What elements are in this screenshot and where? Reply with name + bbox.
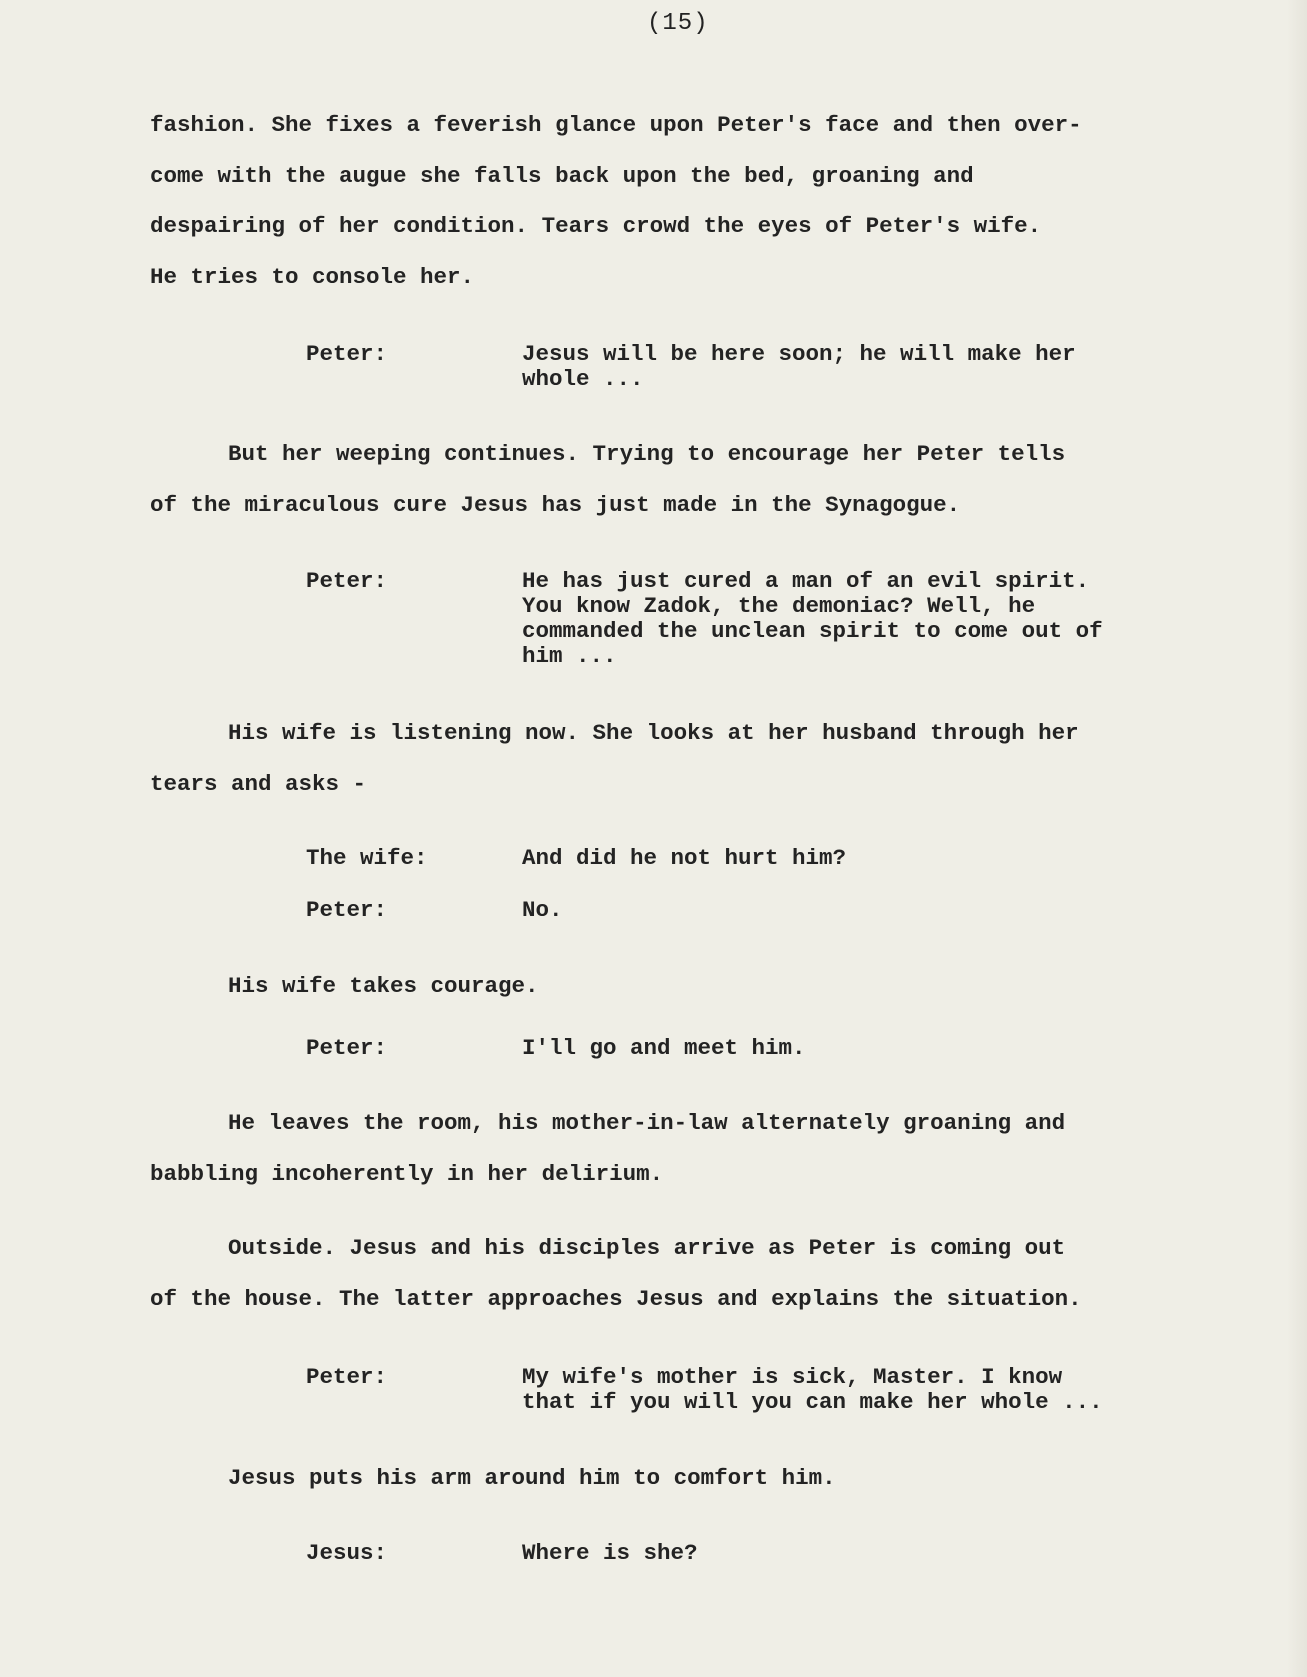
dialogue-speaker: Peter:	[306, 1364, 388, 1390]
speech-line: whole ...	[522, 366, 644, 392]
speech-line: Where is she?	[522, 1540, 698, 1566]
paragraph-line: of the house. The latter approaches Jesus and explains the situation.	[150, 1285, 1082, 1312]
dialogue-speech	[522, 898, 1222, 923]
paragraph-line: Outside. Jesus and his disciples arrive as Peter is coming out	[228, 1235, 1066, 1261]
dialogue-speech	[522, 1036, 1222, 1061]
dialogue-speech	[522, 1365, 1222, 1415]
paragraph-line: Jesus puts his arm around him to comfort him.	[228, 1465, 836, 1491]
speech-line: He has just cured a man of an evil spirit.	[522, 568, 1090, 594]
paragraph-line: His wife takes courage.	[228, 973, 539, 999]
dialogue-speech	[522, 342, 1222, 392]
narrative-paragraph	[150, 100, 1230, 302]
dialogue-speaker: Peter:	[306, 568, 388, 594]
paragraph-line: of the miraculous cure Jesus has just made in the Synagogue.	[150, 491, 961, 518]
speech-line: You know Zadok, the demoniac? Well, he	[522, 593, 1036, 619]
narrative-paragraph	[150, 708, 1230, 809]
dialogue-speaker: Peter:	[306, 341, 388, 367]
dialogue-speech	[522, 846, 1222, 871]
speech-line: that if you will you can make her whole ...	[522, 1389, 1103, 1415]
speech-line: Jesus will be here soon; he will make her	[522, 341, 1076, 367]
paragraph-line: come with the augue she falls back upon the bed, groaning and	[150, 162, 974, 189]
dialogue-speech	[522, 569, 1222, 669]
dialogue-speaker: Peter:	[306, 1035, 388, 1061]
narrative-paragraph	[150, 429, 1230, 530]
narrative-paragraph	[150, 1098, 1230, 1199]
narrative-paragraph	[150, 961, 1230, 1012]
paragraph-line: despairing of her condition. Tears crowd the eyes of Peter's wife.	[150, 213, 1042, 239]
dialogue-speaker: Peter:	[306, 897, 388, 923]
paper-edge-shadow	[1287, 0, 1307, 1677]
speech-line: No.	[522, 897, 563, 923]
paragraph-line: He leaves the room, his mother-in-law alternately groaning and	[228, 1110, 1066, 1136]
paragraph-line: fashion. She fixes a feverish glance upon Peter's face and then over-	[150, 112, 1082, 138]
paragraph-line: But her weeping continues. Trying to encourage her Peter tells	[228, 441, 1066, 467]
dialogue-speech	[522, 1541, 1222, 1566]
narrative-paragraph	[150, 1453, 1230, 1504]
dialogue-speaker: Jesus:	[306, 1540, 388, 1566]
paragraph-line: babbling incoherently in her delirium.	[150, 1160, 664, 1187]
paragraph-line: He tries to console her.	[150, 263, 475, 290]
speech-line: I'll go and meet him.	[522, 1035, 806, 1061]
speech-line: My wife's mother is sick, Master. I know	[522, 1364, 1063, 1390]
dialogue-speaker: The wife:	[306, 845, 428, 871]
speech-line: And did he not hurt him?	[522, 845, 847, 871]
speech-line: commanded the unclean spirit to come out of	[522, 618, 1103, 644]
narrative-paragraph	[150, 1223, 1230, 1324]
speech-line: him ...	[522, 643, 617, 669]
page-number: (15)	[647, 10, 709, 37]
paragraph-line: tears and asks -	[150, 770, 367, 797]
paragraph-line: His wife is listening now. She looks at her husband through her	[228, 720, 1079, 746]
